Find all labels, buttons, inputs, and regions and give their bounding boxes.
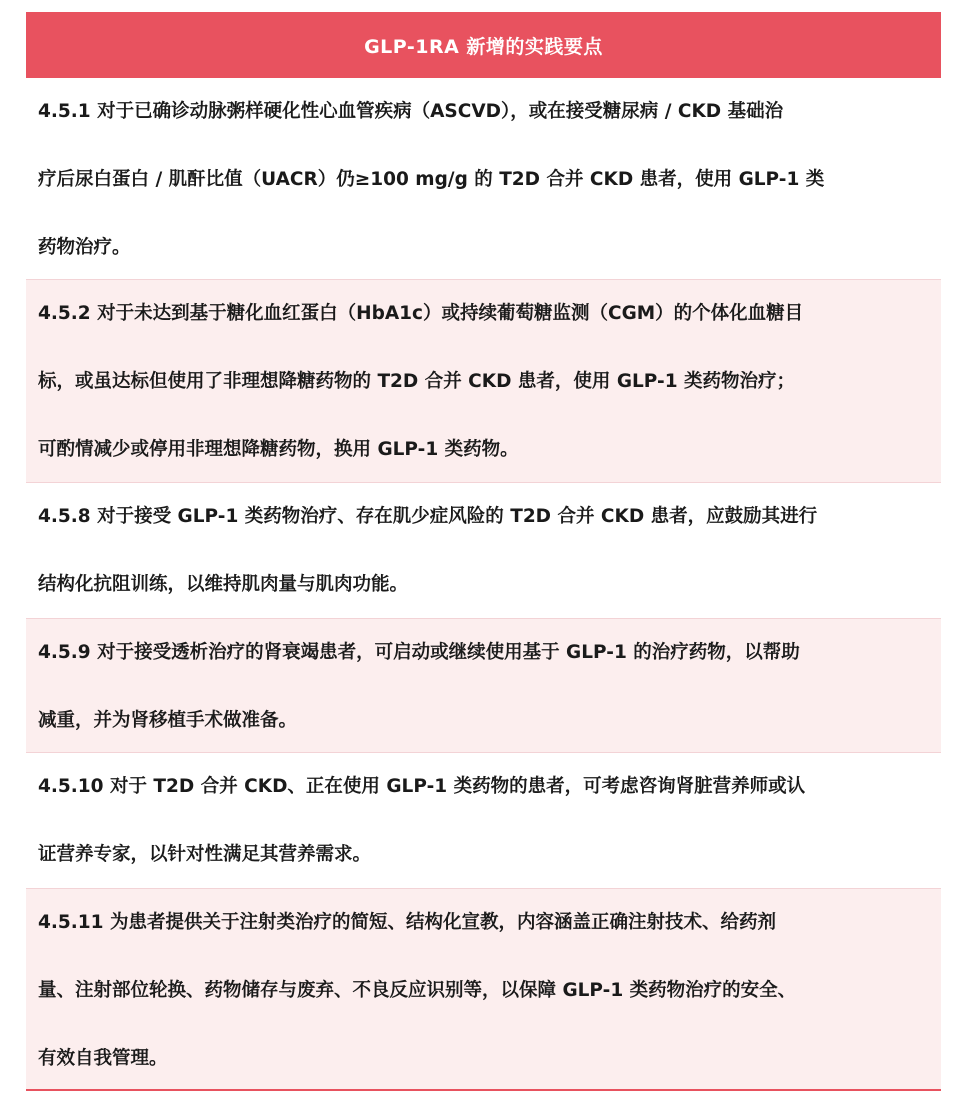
row-text-line: 疗后尿白蛋白 / 肌酐比值（UACR）仍≥100 mg/g 的 T2D 合并 CKD 患者，使用 GLP-1 类 bbox=[38, 169, 825, 190]
table-row-4-5-1 bbox=[26, 78, 941, 280]
table-row-4-5-8 bbox=[26, 483, 941, 619]
table-row-4-5-11 bbox=[26, 889, 941, 1091]
practice-points-table bbox=[26, 12, 941, 1091]
row-text-line: 减重，并为肾移植手术做准备。 bbox=[38, 710, 298, 731]
row-text-line: 有效自我管理。 bbox=[38, 1048, 168, 1069]
table-row-4-5-2 bbox=[26, 280, 941, 483]
row-text-line: 量、注射部位轮换、药物储存与废弃、不良反应识别等，以保障 GLP-1 类药物治疗的安全、 bbox=[38, 980, 797, 1001]
table-row-4-5-9 bbox=[26, 619, 941, 753]
row-text-line: 证营养专家，以针对性满足其营养需求。 bbox=[38, 844, 372, 865]
row-text-line: 4.5.9 对于接受透析治疗的肾衰竭患者，可启动或继续使用基于 GLP-1 的治疗药物，以帮助 bbox=[38, 642, 800, 663]
table-header bbox=[26, 12, 941, 78]
table-row-4-5-10 bbox=[26, 753, 941, 889]
row-text-line: 可酌情减少或停用非理想降糖药物，换用 GLP-1 类药物。 bbox=[38, 439, 519, 460]
row-text-line: 4.5.1 对于已确诊动脉粥样硬化性心血管疾病（ASCVD），或在接受糖尿病 / CKD 基础治 bbox=[38, 101, 784, 122]
row-text-line: 4.5.2 对于未达到基于糖化血红蛋白（HbA1c）或持续葡萄糖监测（CGM）的个体化血糖目 bbox=[38, 303, 804, 324]
row-text-line: 4.5.10 对于 T2D 合并 CKD、正在使用 GLP-1 类药物的患者，可考虑咨询肾脏营养师或认 bbox=[38, 776, 806, 797]
row-text-line: 药物治疗。 bbox=[38, 237, 131, 258]
table-title: GLP-1RA 新增的实践要点 bbox=[364, 35, 603, 58]
row-text-line: 标，或虽达标但使用了非理想降糖药物的 T2D 合并 CKD 患者，使用 GLP-1 类药物治疗； bbox=[38, 371, 796, 392]
row-text-line: 4.5.11 为患者提供关于注射类治疗的简短、结构化宣教，内容涵盖正确注射技术、给药剂 bbox=[38, 912, 776, 933]
row-text-line: 4.5.8 对于接受 GLP-1 类药物治疗、存在肌少症风险的 T2D 合并 CKD 患者，应鼓励其进行 bbox=[38, 506, 818, 527]
row-text-line: 结构化抗阻训练，以维持肌肉量与肌肉功能。 bbox=[38, 574, 409, 595]
